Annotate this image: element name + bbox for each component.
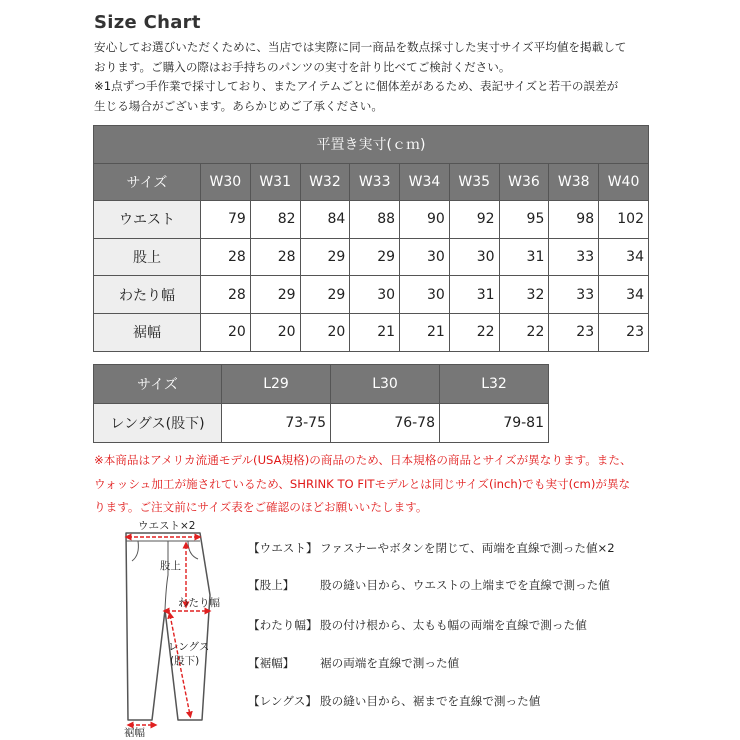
size-header: L32 <box>440 365 549 404</box>
row-label: 裾幅 <box>94 313 201 351</box>
cell-value: 102 <box>599 201 649 239</box>
notice-line: ※本商品はアメリカ流通モデル(USA規格)の商品のため、日本規格の商品とサイズが異なります。また、 <box>94 453 632 467</box>
definition-desc: 股の縫い目から、裾までを直線で測った値 <box>320 694 541 708</box>
definition-term: 【裾幅】 <box>248 656 295 670</box>
pants-diagram <box>110 515 242 737</box>
size-header: W40 <box>599 163 649 201</box>
definition-term: 【わたり幅】 <box>248 618 318 632</box>
table-row <box>94 404 549 443</box>
cell-value: 84 <box>300 201 350 239</box>
cell-value: 28 <box>201 276 251 314</box>
cell-value: 88 <box>350 201 400 239</box>
notice-line: ります。ご注文前にサイズ表をご確認のほどお願いいたします。 <box>94 500 428 515</box>
length-size-table <box>93 364 549 443</box>
definition-term: 【ウエスト】 <box>248 541 318 555</box>
definition-row <box>248 655 459 671</box>
label-thigh: わたり幅 <box>178 597 220 609</box>
size-header: W36 <box>499 163 549 201</box>
cell-value: 33 <box>549 238 599 276</box>
cell-value: 23 <box>549 313 599 351</box>
row-label: レングス(股下) <box>94 404 222 443</box>
cell-value: 29 <box>300 276 350 314</box>
definition-row <box>248 577 610 593</box>
cell-value: 30 <box>449 238 499 276</box>
cell-value: 29 <box>250 276 300 314</box>
size-header: L30 <box>331 365 440 404</box>
cell-value: 95 <box>499 201 549 239</box>
cell-value: 79 <box>201 201 251 239</box>
cell-value: 34 <box>599 238 649 276</box>
row-label: ウエスト <box>94 201 201 239</box>
intro-line: おります。ご購入の際はお手持ちのパンツの実寸を計り比べてご検討ください。 <box>94 59 511 74</box>
size-header: L29 <box>222 365 331 404</box>
cell-value: 22 <box>499 313 549 351</box>
intro-line: ※1点ずつ手作業で採寸しており、またアイテムごとに個体差があるため、表記サイズと若干の誤差が <box>94 79 619 94</box>
notice-text <box>94 449 654 520</box>
cell-value: 21 <box>350 313 400 351</box>
cell-value: 31 <box>449 276 499 314</box>
size-header: W33 <box>350 163 400 201</box>
size-header: W30 <box>201 163 251 201</box>
size-header-label: サイズ <box>94 365 222 404</box>
intro-line: 生じる場合がございます。あらかじめご了承ください。 <box>94 98 383 113</box>
intro-text <box>94 38 654 116</box>
row-label: 股上 <box>94 238 201 276</box>
cell-value: 30 <box>400 276 450 314</box>
definition-row <box>248 540 615 556</box>
intro-line: 安心してお選びいただくために、当店では実際に同一商品を数点採寸した実寸サイズ平均値を掲載して <box>94 40 627 54</box>
definition-desc: ファスナーやボタンを閉じて、両端を直線で測った値×2 <box>320 541 615 555</box>
cell-value: 23 <box>599 313 649 351</box>
cell-value: 22 <box>449 313 499 351</box>
definition-term: 【股上】 <box>248 578 295 592</box>
cell-value: 90 <box>400 201 450 239</box>
cell-value: 31 <box>499 238 549 276</box>
cell-value: 34 <box>599 276 649 314</box>
definition-row <box>248 617 587 633</box>
label-hem: 裾幅 <box>124 727 145 737</box>
label-waist: ウエスト×2 <box>138 520 196 532</box>
cell-value: 76-78 <box>331 404 440 443</box>
cell-value: 98 <box>549 201 599 239</box>
cell-value: 33 <box>549 276 599 314</box>
label-rise: 股上 <box>160 560 181 572</box>
cell-value: 20 <box>300 313 350 351</box>
table-row <box>94 276 649 314</box>
cell-value: 20 <box>250 313 300 351</box>
cell-value: 32 <box>499 276 549 314</box>
notice-line: ウォッシュ加工が施されているため、SHRINK TO FITモデルとは同じサイズ(inch)でも実寸(cm)が異な <box>94 476 631 491</box>
label-inseam: レングス <box>168 641 210 653</box>
definition-row <box>248 693 540 709</box>
size-header: W32 <box>300 163 350 201</box>
cell-value: 20 <box>201 313 251 351</box>
definition-desc: 股の縫い目から、ウエストの上端までを直線で測った値 <box>320 578 610 592</box>
definition-term: 【レングス】 <box>248 694 317 708</box>
cell-value: 28 <box>201 238 251 276</box>
waist-size-table <box>93 125 649 352</box>
definition-desc: 裾の両端を直線で測った値 <box>320 656 460 670</box>
size-header: W38 <box>549 163 599 201</box>
cell-value: 29 <box>300 238 350 276</box>
cell-value: 92 <box>449 201 499 239</box>
cell-value: 79-81 <box>440 404 549 443</box>
label-inseam-sub: (股下) <box>170 655 200 667</box>
table-row <box>94 238 649 276</box>
size-header: W34 <box>400 163 450 201</box>
cell-value: 29 <box>350 238 400 276</box>
cell-value: 28 <box>250 238 300 276</box>
table-row <box>94 201 649 239</box>
size-header: W31 <box>250 163 300 201</box>
definition-desc: 股の付け根から、太もも幅の両端を直線で測った値 <box>320 618 587 632</box>
table-caption: 平置き実寸(ｃｍ) <box>94 126 649 164</box>
table-row <box>94 313 649 351</box>
cell-value: 21 <box>400 313 450 351</box>
row-label: わたり幅 <box>94 276 201 314</box>
cell-value: 73-75 <box>222 404 331 443</box>
cell-value: 82 <box>250 201 300 239</box>
size-header: W35 <box>449 163 499 201</box>
page-title: Size Chart <box>94 12 201 33</box>
size-header-label: サイズ <box>94 163 201 201</box>
cell-value: 30 <box>400 238 450 276</box>
cell-value: 30 <box>350 276 400 314</box>
